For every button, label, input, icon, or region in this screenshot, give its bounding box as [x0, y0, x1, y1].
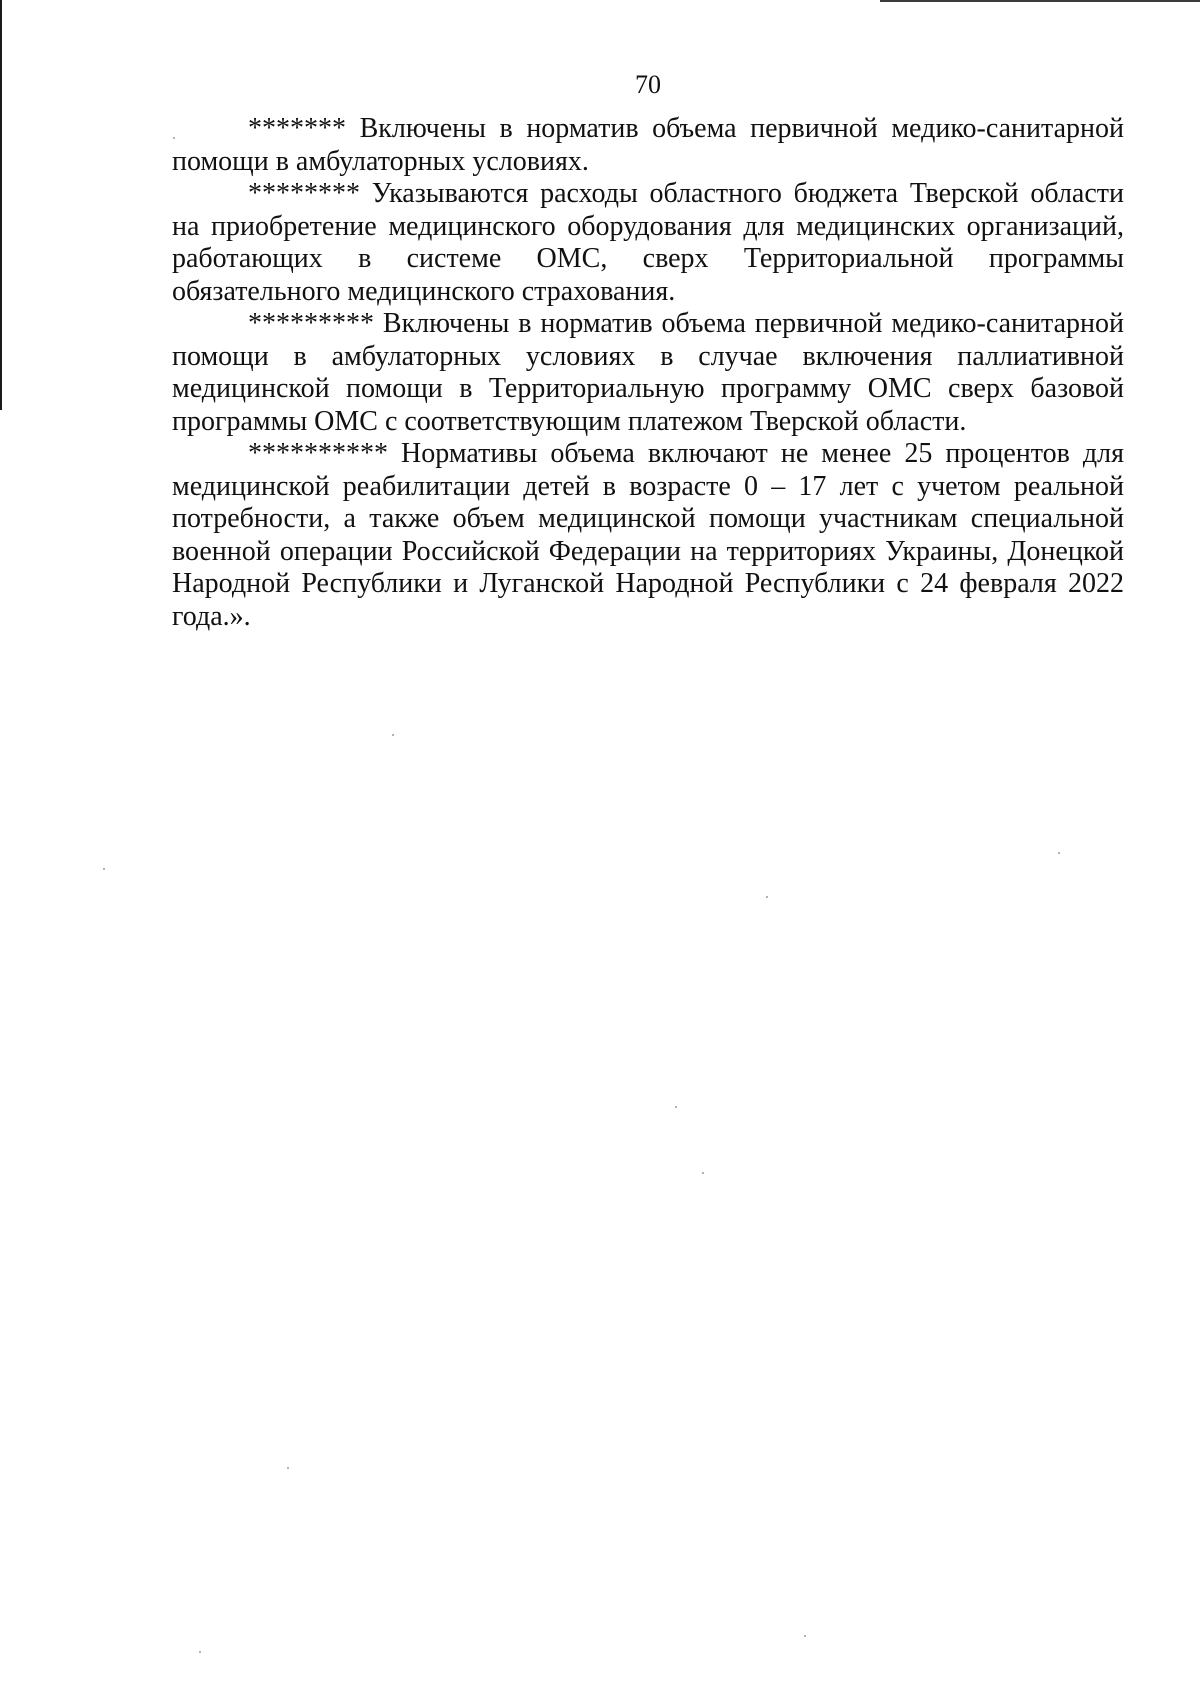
scan-edge-top [880, 0, 1200, 2]
scan-speck [392, 734, 394, 736]
scan-speck [675, 1106, 677, 1108]
scan-speck [287, 1467, 289, 1469]
footnote-text: Включены в норматив объема первичной медико-санитарной помощи в амбулаторных условиях в случае включения паллиативной медицинской помощи в Территориальную программу ОМС сверх базовой программы ОМС с соответствующим платежом Тверской области. [172, 308, 1124, 437]
footnote-text: Включены в норматив объема первичной медико-санитарной помощи в амбулаторных условиях. [172, 113, 1124, 177]
page-number: 70 [635, 70, 661, 99]
footnote-marker: ******* [248, 113, 346, 144]
footnote-8 [172, 178, 1124, 308]
scan-edge-left [0, 0, 2, 410]
scan-speck [804, 1635, 806, 1637]
footnote-marker: ********** [248, 438, 388, 469]
footnote-10 [172, 438, 1124, 633]
scan-speck [173, 137, 175, 139]
footnote-7 [172, 113, 1124, 178]
footnote-marker: ********* [248, 308, 374, 339]
footnotes-block [172, 113, 1124, 633]
footnote-text: Указываются расходы областного бюджета Тверской области на приобретение медицинского оборудования для медицинских организаций, работающих в системе ОМС, сверх Территориальной программы обязательного медицинского страхования. [172, 178, 1124, 307]
footnote-text: Нормативы объема включают не менее 25 процентов для медицинской реабилитации детей в возрасте 0 – 17 лет с учетом реальной потребности, а также объем медицинской помощи участникам специальной военной операции Российской Федерации на территориях Украины, Донецкой Народной Республики и Луганской Народной Республики с 24 февраля 2022 года.». [172, 438, 1124, 632]
scan-speck [766, 896, 768, 898]
scan-speck [1058, 852, 1060, 854]
scan-speck [199, 1651, 201, 1653]
footnote-9 [172, 308, 1124, 438]
scan-speck [103, 868, 105, 870]
scan-speck [702, 1172, 704, 1174]
footnote-marker: ******** [248, 178, 360, 209]
